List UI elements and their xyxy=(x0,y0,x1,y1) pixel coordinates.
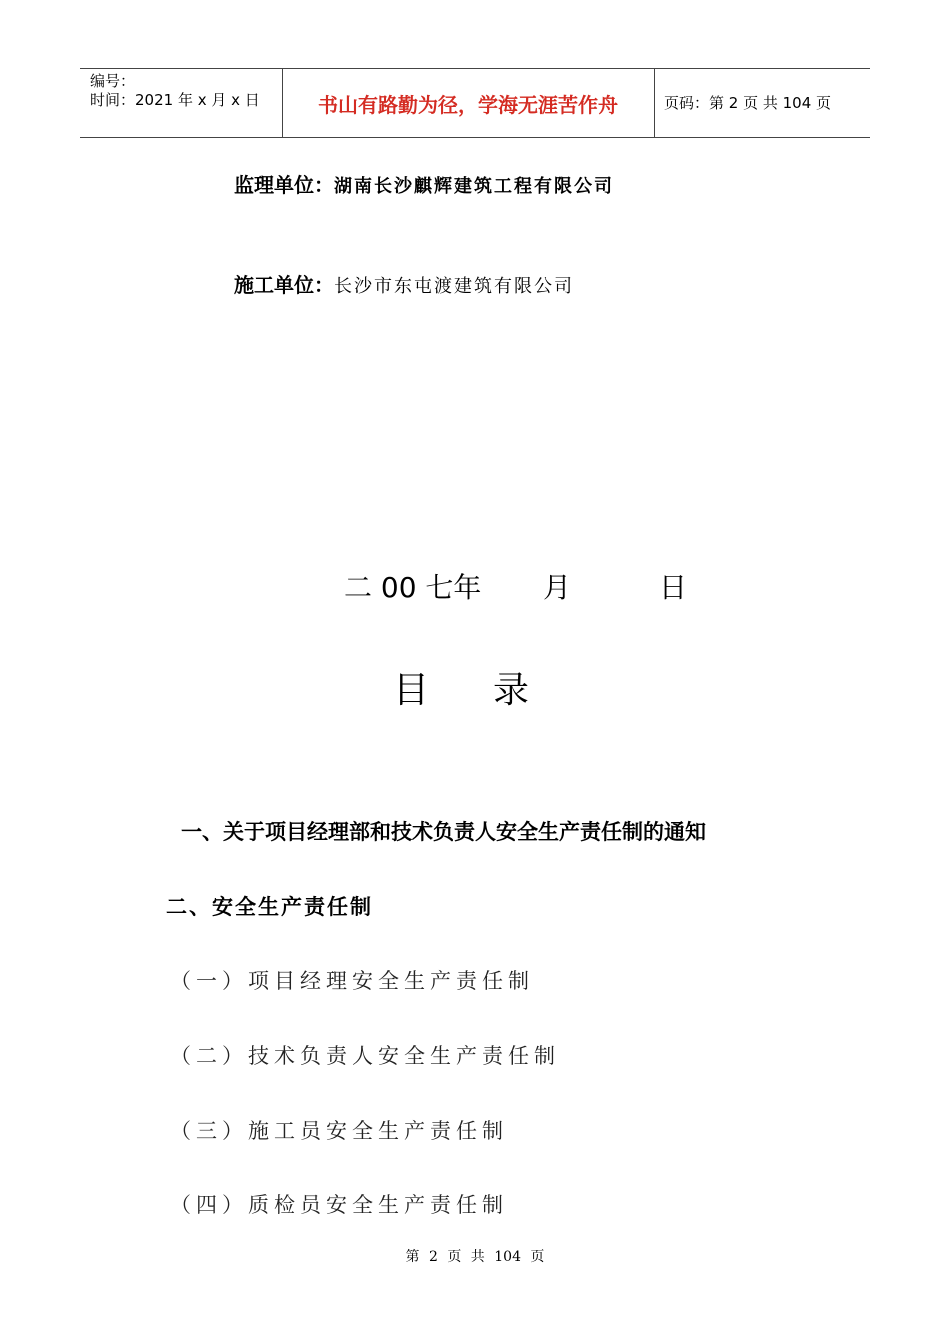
toc-item: 二、安全生产责任制 xyxy=(166,895,373,919)
supervision-unit-label: 监理单位： xyxy=(234,173,334,197)
header-middle-cell xyxy=(282,69,655,137)
header-motto: 书山有路勤为径，学海无涯苦作舟 xyxy=(318,93,618,117)
toc-title-char-2: 录 xyxy=(493,670,530,711)
document-time-label: 时间：2021 年 x 月 x 日 xyxy=(90,91,260,109)
page-footer: 第 2 页 共 104 页 xyxy=(405,1249,545,1265)
toc-item: 一、关于项目经理部和技术负责人安全生产责任制的通知 xyxy=(181,820,706,844)
date-month: 月 xyxy=(543,571,572,604)
toc-title xyxy=(0,662,950,711)
date-year: 二 00 七年 xyxy=(344,571,482,604)
construction-unit-name: 长沙市东屯渡建筑有限公司 xyxy=(334,276,574,297)
header-right-cell xyxy=(654,69,870,137)
construction-unit-line xyxy=(234,272,574,300)
supervision-unit-name: 湖南长沙麒辉建筑工程有限公司 xyxy=(334,176,614,197)
header-left-cell xyxy=(80,69,283,137)
toc-item: （四）质检员安全生产责任制 xyxy=(170,1193,508,1217)
page-header xyxy=(80,68,870,138)
date-day: 日 xyxy=(659,571,688,604)
toc-item: （三）施工员安全生产责任制 xyxy=(170,1119,508,1143)
toc-title-char-1: 目 xyxy=(393,670,430,711)
toc-item: （二）技术负责人安全生产责任制 xyxy=(170,1044,560,1068)
supervision-unit-line xyxy=(234,172,614,200)
toc-item: （一）项目经理安全生产责任制 xyxy=(170,969,534,993)
document-date xyxy=(0,566,950,602)
document-number-label: 编号： xyxy=(90,72,136,90)
header-page-code: 页码：第 2 页 共 104 页 xyxy=(664,94,832,112)
construction-unit-label: 施工单位： xyxy=(234,273,334,297)
